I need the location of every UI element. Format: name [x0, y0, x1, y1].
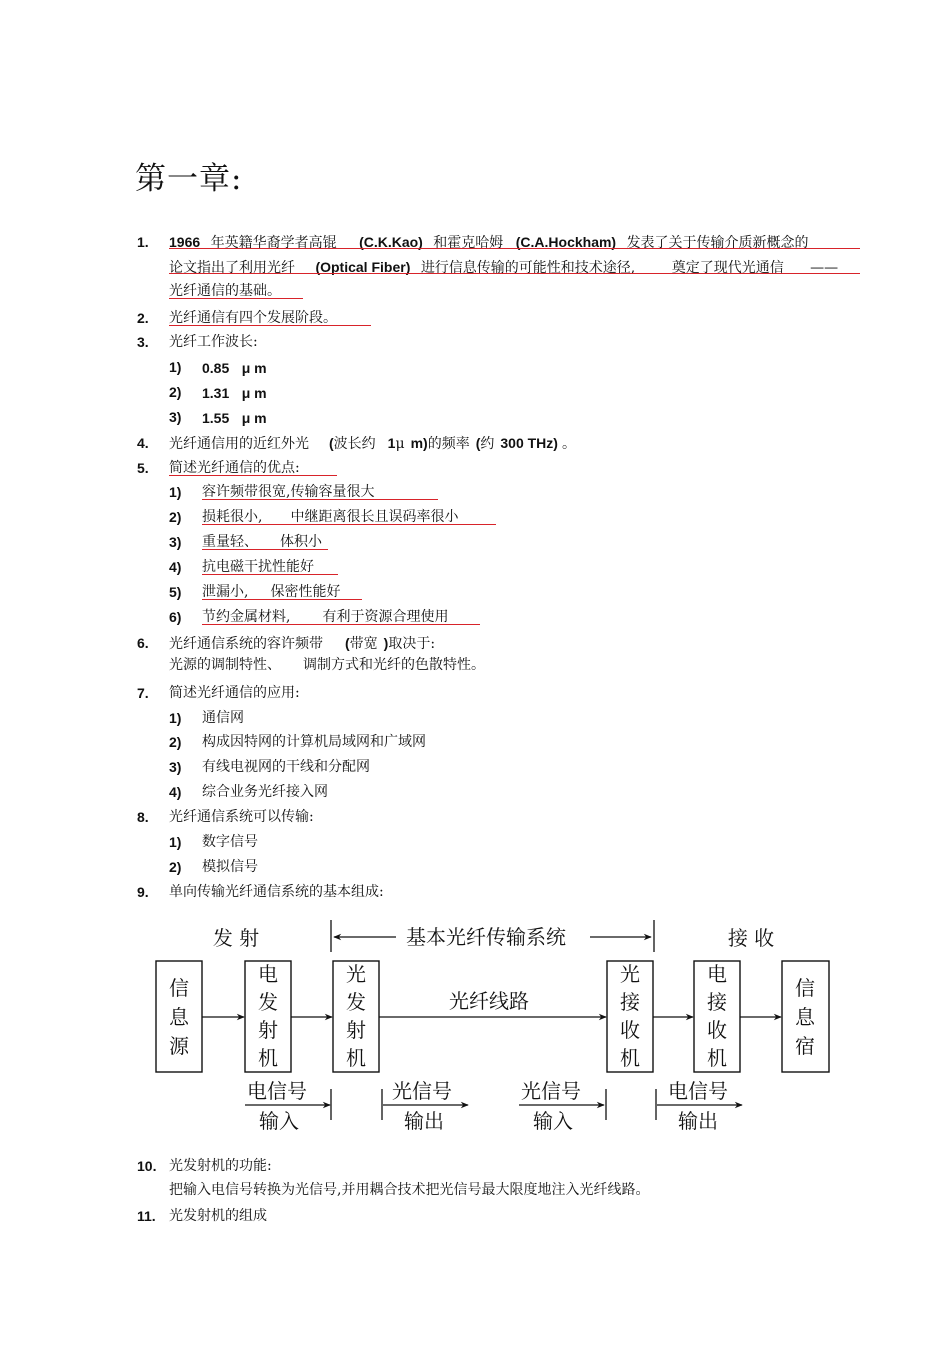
- item-number: 6.: [137, 635, 149, 651]
- optical-fiber-term: (Optical Fiber): [315, 259, 411, 275]
- item-number: 1.: [137, 234, 149, 250]
- text-span: 论文指出了利用光纤: [169, 260, 295, 276]
- sub-number: 6): [169, 609, 182, 625]
- item-10-text: 光发射机的功能:: [169, 1158, 272, 1174]
- text-span: 节约金属材料,: [202, 609, 291, 625]
- text-span: 1: [387, 435, 396, 451]
- text-span: 损耗很小,: [202, 509, 263, 525]
- box-char: 光: [620, 962, 640, 986]
- wavelength-value: 1.31: [202, 385, 230, 401]
- item-2-text: 光纤通信有四个发展阶段。: [169, 310, 337, 326]
- wavelength-unit: μ m: [241, 410, 267, 426]
- text-span: 带宽: [349, 636, 378, 652]
- box-char: 发: [258, 990, 278, 1014]
- text-span: 保密性能好: [270, 584, 341, 600]
- signal-label-top: 光信号: [392, 1079, 452, 1103]
- item-11-text: 光发射机的组成: [169, 1208, 267, 1224]
- box-char: 机: [258, 1046, 278, 1070]
- year-text: 1966: [169, 234, 201, 250]
- application-1: 通信网: [202, 710, 244, 726]
- text-span: 光纤通信系统的容许频带: [169, 636, 323, 652]
- box-char: 信: [795, 976, 815, 1000]
- item-8-text: 光纤通信系统可以传输:: [169, 809, 314, 825]
- box-char: 息: [169, 1005, 189, 1029]
- sub-number: 1): [169, 484, 182, 500]
- receive-label: 接 收: [727, 926, 775, 950]
- text-span: 光纤通信用的近红外光: [169, 436, 309, 452]
- box-electrical-transmitter: [245, 961, 291, 1072]
- text-span: (: [329, 435, 334, 451]
- box-char: 电: [707, 962, 727, 986]
- text-span: 的频率: [427, 436, 470, 452]
- signal-label-bottom: 输入: [259, 1109, 299, 1133]
- text-span: 约: [480, 436, 495, 452]
- advantage-1: 容许频带很宽,传输容量很大: [202, 484, 375, 500]
- box-optical-receiver: [607, 961, 653, 1072]
- text-span: 波长约: [333, 436, 376, 452]
- sub-number: 1): [169, 359, 182, 375]
- item-number: 5.: [137, 460, 149, 476]
- item-5-text: 简述光纤通信的优点:: [169, 460, 300, 476]
- wavelength-value: 0.85: [202, 360, 230, 376]
- text-span: 奠定了现代光通信: [671, 260, 784, 276]
- item-number: 7.: [137, 685, 149, 701]
- text-span: 发表了关于传输介质新概念的: [626, 235, 809, 251]
- box-char: 源: [169, 1034, 189, 1058]
- item-1-line-3: 光纤通信的基础。: [169, 283, 281, 299]
- text-span: 。: [561, 436, 576, 452]
- text-span: m): [410, 435, 428, 451]
- wavelength-unit: μ m: [241, 360, 267, 376]
- text-span: (: [345, 635, 350, 651]
- text-span: 光源的调制特性、: [169, 657, 281, 673]
- text-span: 进行信息传输的可能性和技术途径,: [420, 260, 636, 276]
- box-char: 收: [620, 1018, 640, 1042]
- sub-number: 2): [169, 384, 182, 400]
- dash-text: ——: [810, 260, 839, 276]
- sub-number: 3): [169, 759, 182, 775]
- signal-label-bottom: 输入: [533, 1109, 573, 1133]
- box-char: 信: [169, 976, 189, 1000]
- sub-number: 3): [169, 409, 182, 425]
- box-info-source: [156, 961, 202, 1072]
- application-4: 综合业务光纤接入网: [202, 784, 328, 800]
- application-3: 有线电视网的干线和分配网: [202, 759, 370, 775]
- system-label: 基本光纤传输系统: [406, 925, 566, 949]
- text-span: (: [475, 435, 481, 451]
- box-char: 机: [707, 1046, 727, 1070]
- wavelength-value: 1.55: [202, 410, 230, 426]
- kao-name: (C.K.Kao): [359, 234, 423, 250]
- box-char: 息: [795, 1005, 815, 1029]
- chapter-title: 第一章:: [135, 161, 243, 197]
- text-span: 年英籍华裔学者高锟: [210, 235, 337, 251]
- box-char: 机: [620, 1046, 640, 1070]
- signal-label-bottom: 输出: [678, 1109, 718, 1133]
- item-number: 11.: [137, 1208, 156, 1224]
- box-char: 宿: [795, 1034, 815, 1058]
- box-char: 收: [707, 1018, 727, 1042]
- sub-number: 4): [169, 559, 182, 575]
- item-number: 3.: [137, 334, 149, 350]
- signal-label-top: 电信号: [247, 1079, 307, 1103]
- text-span: ): [383, 635, 389, 651]
- signal-label-bottom: 输出: [404, 1109, 444, 1133]
- signal-label-top: 光信号: [521, 1079, 581, 1103]
- item-3-text: 光纤工作波长:: [169, 334, 258, 350]
- item-number: 9.: [137, 884, 149, 900]
- sub-number: 4): [169, 784, 182, 800]
- box-char: 射: [346, 1018, 366, 1042]
- sub-number: 1): [169, 710, 182, 726]
- text-span: 重量轻、: [202, 534, 258, 550]
- application-2: 构成因特网的计算机局域网和广域网: [202, 734, 426, 750]
- box-char: 接: [707, 990, 727, 1014]
- box-char: 射: [258, 1018, 278, 1042]
- text-span: μ: [395, 436, 405, 452]
- text-span: 和霍克哈姆: [433, 235, 504, 251]
- transmit-label: 发 射: [212, 926, 260, 950]
- advantage-4: 抗电磁干扰性能好: [202, 559, 314, 575]
- text-span: 泄漏小,: [202, 584, 249, 600]
- box-electrical-receiver: [694, 961, 740, 1072]
- sub-number: 2): [169, 859, 182, 875]
- box-char: 机: [346, 1046, 366, 1070]
- text-span: 调制方式和光纤的色散特性。: [303, 657, 485, 673]
- item-number: 2.: [137, 310, 149, 326]
- box-optical-transmitter: [333, 961, 379, 1072]
- box-char: 光: [346, 962, 366, 986]
- sub-number: 1): [169, 834, 182, 850]
- text-span: 有利于资源合理使用: [322, 609, 449, 625]
- box-char: 电: [258, 962, 278, 986]
- text-span: 体积小: [280, 534, 322, 550]
- sub-number: 2): [169, 509, 182, 525]
- item-number: 10.: [137, 1158, 157, 1174]
- signal-type-2: 模拟信号: [202, 859, 258, 875]
- hockham-name: (C.A.Hockham): [515, 234, 617, 250]
- signal-type-1: 数字信号: [202, 834, 258, 850]
- wavelength-unit: μ m: [241, 385, 267, 401]
- item-number: 4.: [137, 435, 149, 451]
- item-10-line-2: 把输入电信号转换为光信号,并用耦合技术把光信号最大限度地注入光纤线路。: [169, 1182, 650, 1198]
- text-span: 中继距离很长且误码率很小: [290, 509, 459, 525]
- signal-label-top: 电信号: [668, 1079, 728, 1103]
- item-number: 8.: [137, 809, 149, 825]
- item-9-text: 单向传输光纤通信系统的基本组成:: [169, 884, 384, 900]
- box-char: 发: [346, 990, 366, 1014]
- sub-number: 5): [169, 584, 182, 600]
- sub-number: 3): [169, 534, 182, 550]
- box-char: 接: [620, 990, 640, 1014]
- box-info-sink: [782, 961, 829, 1072]
- item-7-text: 简述光纤通信的应用:: [169, 685, 300, 701]
- sub-number: 2): [169, 734, 182, 750]
- text-span: 300 THz): [500, 435, 558, 451]
- text-span: 取决于:: [388, 636, 436, 652]
- fiber-label: 光纤线路: [449, 989, 529, 1013]
